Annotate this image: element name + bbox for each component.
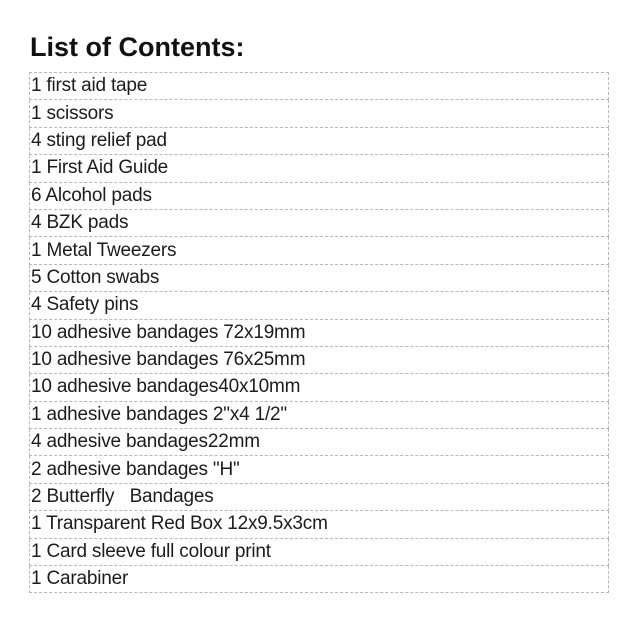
table-cell: 6 Alcohol pads <box>30 182 609 209</box>
table-row <box>30 264 609 291</box>
table-row <box>30 73 609 100</box>
table-cell: 2 Butterfly Bandages <box>30 483 609 510</box>
table-cell: 10 adhesive bandages 76x25mm <box>30 346 609 373</box>
table-cell: 1 scissors <box>30 100 609 127</box>
document <box>29 30 609 593</box>
table-row <box>30 319 609 346</box>
table-cell: 4 BZK pads <box>30 209 609 236</box>
table-cell: 1 Metal Tweezers <box>30 237 609 264</box>
table-row <box>30 429 609 456</box>
table-cell: 10 adhesive bandages 72x19mm <box>30 319 609 346</box>
table-cell: 10 adhesive bandages40x10mm <box>30 374 609 401</box>
page-title: List of Contents: <box>30 32 245 62</box>
table-row <box>30 538 609 565</box>
table-cell: 5 Cotton swabs <box>30 264 609 291</box>
table-row <box>30 237 609 264</box>
table-row <box>30 346 609 373</box>
table-cell: 1 adhesive bandages 2"x4 1/2" <box>30 401 609 428</box>
contents-table-body <box>30 73 609 593</box>
table-row <box>30 401 609 428</box>
table-cell: 1 Card sleeve full colour print <box>30 538 609 565</box>
table-cell: 4 Safety pins <box>30 292 609 319</box>
table-row <box>30 209 609 236</box>
table-row <box>30 182 609 209</box>
table-row <box>30 155 609 182</box>
table-cell: 4 adhesive bandages22mm <box>30 429 609 456</box>
table-row <box>30 511 609 538</box>
table-row <box>30 483 609 510</box>
table-row <box>30 456 609 483</box>
table-row <box>30 374 609 401</box>
table-row <box>30 100 609 127</box>
table-row <box>30 566 609 593</box>
table-cell: 1 first aid tape <box>30 73 609 100</box>
table-cell: 1 Carabiner <box>30 566 609 593</box>
table-row <box>30 127 609 154</box>
table-cell: 1 First Aid Guide <box>30 155 609 182</box>
table-row <box>30 292 609 319</box>
table-cell: 1 Transparent Red Box 12x9.5x3cm <box>30 511 609 538</box>
table-cell: 2 adhesive bandages "H" <box>30 456 609 483</box>
table-cell: 4 sting relief pad <box>30 127 609 154</box>
contents-table <box>29 72 609 593</box>
